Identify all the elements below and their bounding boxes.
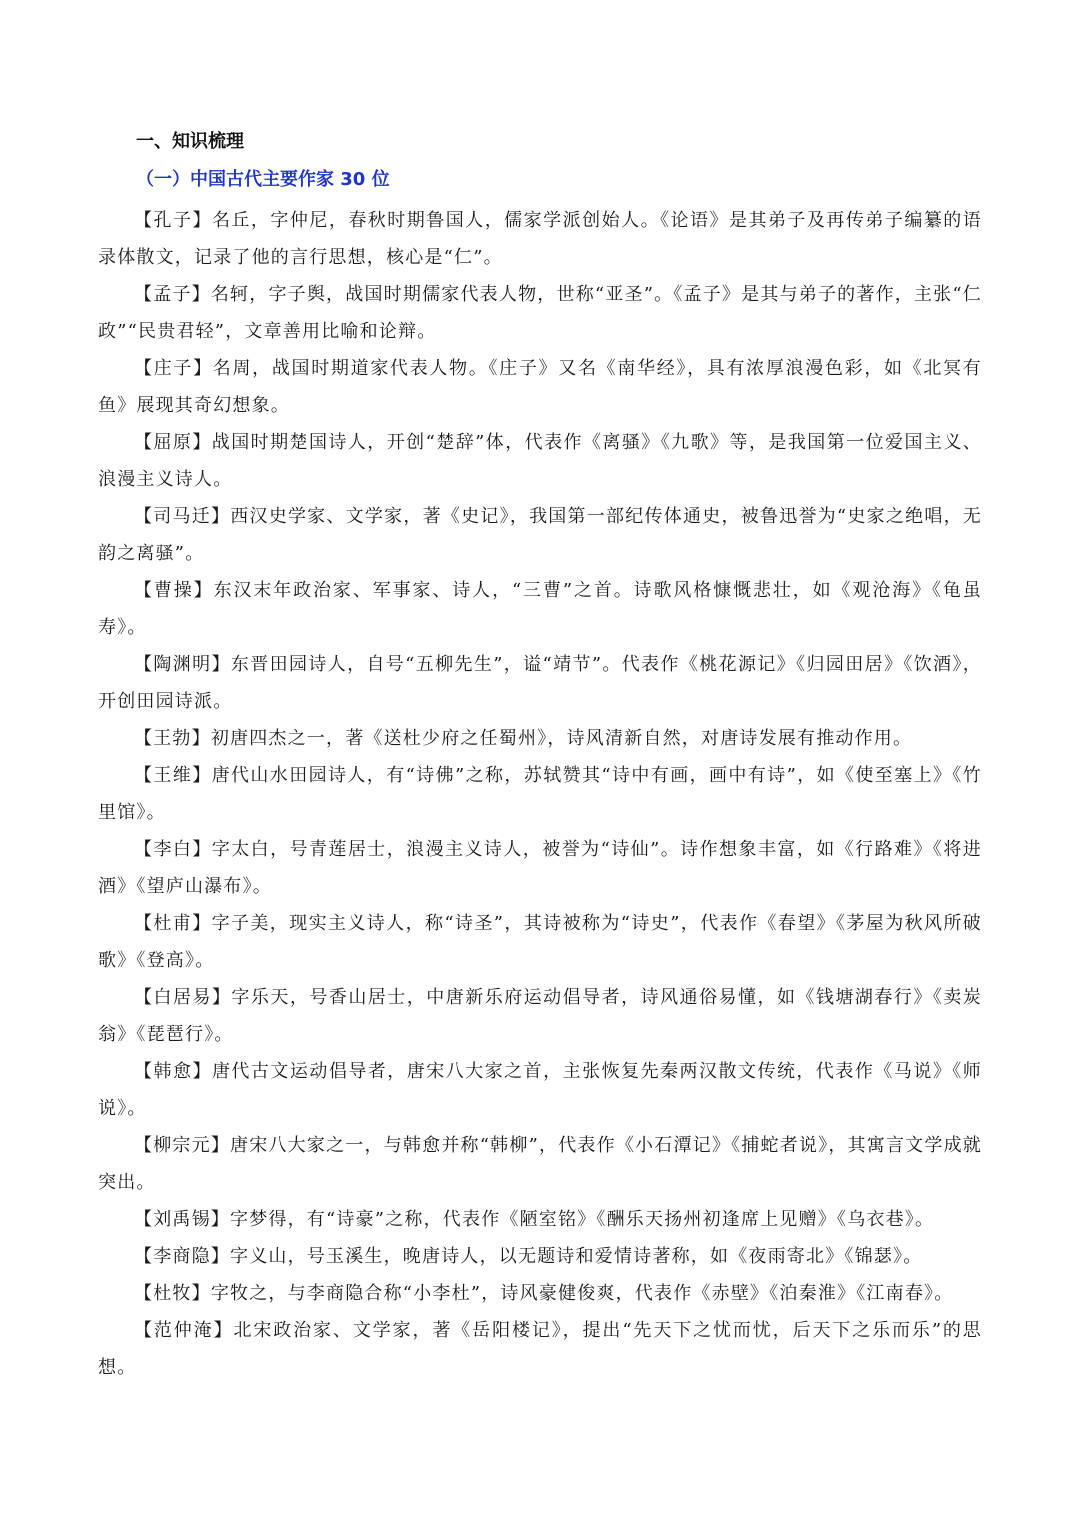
- author-entry: [98, 646, 982, 720]
- author-description: 初唐四杰之一，著《送杜少府之任蜀州》，诗风清新自然，对唐诗发展有推动作用。: [210, 728, 913, 749]
- author-description: 战国时期楚国诗人，开创“楚辞”体，代表作《离骚》《九歌》等，是我国第一位爱国主义、浪漫主义诗人。: [98, 432, 982, 490]
- author-description: 北宋政治家、文学家，著《岳阳楼记》，提出“先天下之忧而忧，后天下之乐而乐”的思想。: [98, 1320, 983, 1378]
- author-entry: [98, 572, 982, 646]
- author-entry: [98, 350, 982, 424]
- author-name: 【范仲淹】: [134, 1320, 234, 1341]
- author-entry: [98, 1312, 982, 1386]
- author-entry: [98, 276, 982, 350]
- author-description: 字牧之，与李商隐合称“小李杜”，诗风豪健俊爽，代表作《赤壁》《泊秦淮》《江南春》。: [210, 1283, 954, 1304]
- author-name: 【王维】: [134, 765, 212, 786]
- author-description: 东晋田园诗人，自号“五柳先生”，谥“靖节”。代表作《桃花源记》《归园田居》《饮酒》，开创田园诗派。: [98, 654, 982, 712]
- author-name: 【柳宗元】: [134, 1135, 231, 1156]
- author-description: 名丘，字仲尼，春秋时期鲁国人，儒家学派创始人。《论语》是其弟子及再传弟子编纂的语录体散文，记录了他的言行思想，核心是“仁”。: [98, 210, 982, 268]
- author-description: 西汉史学家、文学家，著《史记》，我国第一部纪传体通史，被鲁迅誉为“史家之绝唱，无韵之离骚”。: [98, 506, 983, 564]
- author-name: 【孟子】: [134, 284, 211, 305]
- author-entry: [98, 720, 982, 757]
- author-description: 字太白，号青莲居士，浪漫主义诗人，被誉为“诗仙”。诗作想象丰富，如《行路难》《将进酒》《望庐山瀑布》。: [98, 839, 982, 897]
- author-entry: [98, 831, 982, 905]
- author-name: 【曹操】: [134, 580, 214, 601]
- author-description: 字梦得，有“诗豪”之称，代表作《陋室铭》《酬乐天扬州初逢席上见赠》《乌衣巷》。: [230, 1209, 935, 1230]
- author-entry: [98, 1201, 982, 1238]
- author-entry: [98, 757, 982, 831]
- author-entry: [98, 498, 982, 572]
- author-name: 【白居易】: [134, 987, 232, 1008]
- author-description: 唐宋八大家之一，与韩愈并称“韩柳”，代表作《小石潭记》《捕蛇者说》，其寓言文学成就突出。: [98, 1135, 982, 1193]
- author-name: 【刘禹锡】: [134, 1209, 230, 1230]
- author-entry: [98, 1127, 982, 1201]
- author-description: 名轲，字子舆，战国时期儒家代表人物，世称“亚圣”。《孟子》是其与弟子的著作，主张“仁政”“民贵君轻”，文章善用比喻和论辩。: [98, 284, 982, 342]
- author-entry: [98, 424, 982, 498]
- author-name: 【司马迁】: [134, 506, 231, 527]
- author-description: 唐代山水田园诗人，有“诗佛”之称，苏轼赞其“诗中有画，画中有诗”，如《使至塞上》《竹里馆》。: [98, 765, 982, 823]
- author-entry: [98, 1053, 982, 1127]
- subsection-title: （一）中国古代主要作家 30 位: [136, 169, 390, 190]
- author-entry: [98, 905, 982, 979]
- author-name: 【杜牧】: [134, 1283, 211, 1304]
- author-entry: [98, 202, 982, 276]
- author-name: 【杜甫】: [134, 913, 212, 934]
- author-name: 【庄子】: [134, 358, 213, 379]
- author-name: 【王勃】: [134, 728, 211, 749]
- author-name: 【李白】: [134, 839, 212, 860]
- section-title: 一、知识梳理: [136, 131, 244, 152]
- author-description: 字乐天，号香山居士，中唐新乐府运动倡导者，诗风通俗易懂，如《钱塘湖春行》《卖炭翁》《琵琶行》。: [98, 987, 983, 1045]
- author-description: 字义山，号玉溪生，晚唐诗人，以无题诗和爱情诗著称，如《夜雨寄北》《锦瑟》。: [230, 1246, 923, 1267]
- author-description: 字子美，现实主义诗人，称“诗圣”，其诗被称为“诗史”，代表作《春望》《茅屋为秋风所破歌》《登高》。: [98, 913, 982, 971]
- author-entry: [98, 979, 982, 1053]
- author-list: [98, 202, 982, 1386]
- author-entry: [98, 1275, 982, 1312]
- author-description: 唐代古文运动倡导者，唐宋八大家之首，主张恢复先秦两汉散文传统，代表作《马说》《师说》。: [98, 1061, 982, 1119]
- author-name: 【孔子】: [134, 210, 212, 231]
- author-name: 【李商隐】: [134, 1246, 230, 1267]
- author-description: 东汉末年政治家、军事家、诗人，“三曹”之首。诗歌风格慷慨悲壮，如《观沧海》《龟虽寿》。: [98, 580, 982, 638]
- author-name: 【屈原】: [134, 432, 212, 453]
- author-entry: [98, 1238, 982, 1275]
- author-name: 【韩愈】: [134, 1061, 212, 1082]
- author-name: 【陶渊明】: [134, 654, 231, 675]
- author-description: 名周，战国时期道家代表人物。《庄子》又名《南华经》，具有浓厚浪漫色彩，如《北冥有鱼》展现其奇幻想象。: [98, 358, 982, 416]
